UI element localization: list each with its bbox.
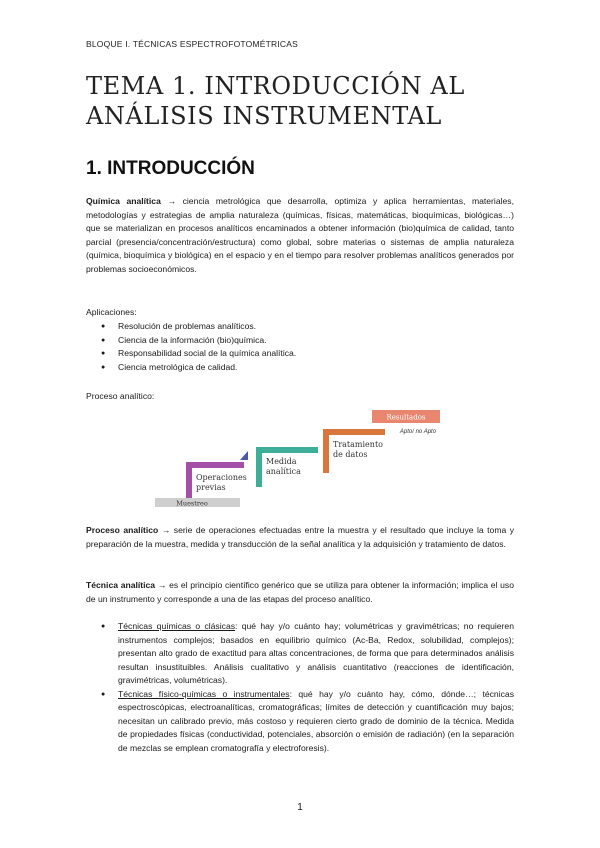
page-number: 1 — [297, 802, 303, 813]
list-item — [86, 688, 514, 756]
operaciones-label-1: Operaciones — [196, 473, 247, 482]
tecnica-name: Técnicas químicas o clásicas — [118, 621, 236, 631]
operaciones-bar — [186, 462, 244, 468]
proceso-analitico-text: serie de operaciones efectuadas entre la muestra y el resultado que incluye la toma y preparación de la muestra, medida y transducción de la señal analítica y la adquisición y tratamiento de datos. — [86, 525, 515, 549]
list-item: ● Resolución de problemas analíticos. — [86, 320, 514, 334]
operaciones-label-2: previas — [196, 483, 226, 492]
quimica-analitica-text: ciencia metrológica que desarrolla, optimiza y aplica herramientas, materiales, metodologías y estrategias de amplia naturaleza (químicas, físicas, matemáticas, bioquímicas, biológicas…) que se materializan en procesos analíticos encaminados a obtener información (bio)química de calidad, tanto parcial (presencia/concentración/estructura) como global, sobre materias o sistemas de amplia naturaleza (química, bioquímica y biológica) en el espacio y en el tiempo para resolver problemas analíticos generados por problemas socioeconómicos. — [86, 196, 514, 274]
section-heading: 1. INTRODUCCIÓN — [86, 158, 255, 179]
tecnica-analitica-term: Técnica analítica — [86, 580, 156, 590]
list-item — [86, 620, 514, 688]
quimica-analitica-term: Química analítica — [86, 196, 161, 206]
proceso-analitico-term: Proceso analítico — [86, 525, 159, 535]
list-item: ● Responsabilidad social de la química analítica. — [86, 347, 514, 361]
resultados-label: Resultados — [386, 413, 426, 422]
muestreo-label: Muestreo — [176, 499, 208, 508]
tratamiento-bar — [323, 429, 385, 435]
arrow-glyph: → — [157, 580, 167, 590]
proceso-label: Proceso analítico: — [86, 391, 155, 401]
tratamiento-riser — [323, 429, 329, 473]
tecnica-analitica-paragraph — [86, 579, 514, 606]
tecnica-text: : qué hay y/o cuánto hay, cómo, dónde…; técnicas espectroscópicas, electroanalíticas, cromatográficas; límites de detección y cuantificación muy bajos; necesitan un calibrado previo, más costoso y requieren cierto grado de dominio de la técnica. Medida de propiedades físicas (conductividad, potenciales, absorción o emisión de radiación) (en la separación de mezclas se emplean cromatografía y electroforesis). — [118, 688, 514, 753]
arrow-glyph: → — [161, 525, 171, 535]
tratamiento-label-1: Tratamiento — [333, 440, 383, 449]
aplicaciones-label: Aplicaciones: — [86, 307, 137, 317]
running-header: BLOQUE I. TÉCNICAS ESPECTROFOTOMÉTRICAS — [86, 39, 298, 49]
process-diagram — [150, 405, 470, 513]
medida-bar — [256, 447, 318, 453]
list-item: ● Ciencia metrológica de calidad. — [86, 361, 514, 375]
medida-label-2: analítica — [266, 467, 301, 476]
quimica-analitica-paragraph — [86, 195, 514, 276]
arrow-glyph: → — [167, 196, 177, 206]
proceso-analitico-paragraph — [86, 524, 514, 551]
medida-label-1: Medida — [266, 457, 297, 466]
tecnica-analitica-text: es el principio científico genérico que se utiliza para obtener la información; implica el uso de un instrumento y corresponde a una de las etapas del proceso analítico. — [86, 580, 514, 604]
tecnica-text: : qué hay y/o cuánto hay; volumétricas y gravimétricas; no requieren instrumentos complejos; basados en equilibrio químico (Ac-Ba, Redox, solubilidad, complejos); presentan alto grado de exactitud para altas concentraciones, de forma que para determinados análisis resultan insustituibles. Análisis cualitativo y análisis cuantitativo (reacciones de identificación, gravimétricas, volumétricas). — [118, 621, 514, 685]
arrow-icon — [240, 451, 248, 460]
aplicaciones-list — [86, 320, 514, 374]
tecnicas-list — [86, 620, 514, 755]
tratamiento-label-2: de datos — [333, 450, 368, 459]
chapter-title: TEMA 1. INTRODUCCIÓN AL ANÁLISIS INSTRUMENTAL — [86, 72, 465, 130]
list-item: ● Ciencia de la información (bio)química. — [86, 334, 514, 348]
result-note: Apto/ no Apto — [399, 429, 437, 435]
tecnica-name: Técnicas físico-químicas o instrumentales — [118, 688, 290, 699]
